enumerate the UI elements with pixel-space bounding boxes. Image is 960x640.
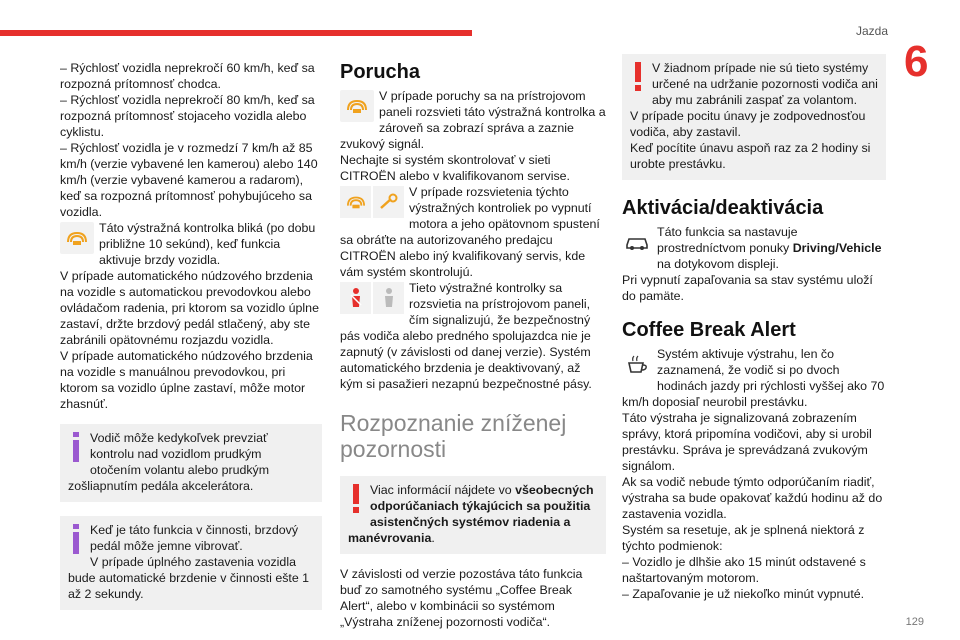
warn-fatigue-b: V prípade pocitu únavy je zodpovednosťou vodiča, aby zastavil. bbox=[630, 109, 866, 139]
heading-coffee-break-alert: Coffee Break Alert bbox=[622, 319, 796, 341]
info-note-1 bbox=[60, 424, 322, 502]
fault-text-1a: V prípade poruchy sa na prístrojovom paneli rozsvieti táto výstražná kontrolka a zároveň sa zobrazí správa a zaznie zvukový signál. bbox=[340, 89, 606, 151]
info-note-2a-text: Keď je táto funkcia v činnosti, brzdový pedál môže jemne vibrovať. bbox=[90, 523, 299, 553]
page-number: 129 bbox=[905, 616, 924, 628]
activation-text-2: na dotykovom displeji. bbox=[657, 257, 779, 271]
fault-text-2: V prípade rozsvietenia týchto výstražných kontroliek po vypnutí motora a jeho opätovnom spustení sa obráťte na autorizovaného predajcu CITROËN alebo iný kvalifikovaný servis, kde vám systém skontrolujú. bbox=[340, 185, 600, 279]
fault-paragraph-3 bbox=[340, 280, 606, 392]
manual-gearbox-text: V prípade automatického núdzového brzdenia na vozidle s manuálnou prevodovkou, pri ktorom sa vozidlo úplne zastaví, môže motor zhasnúť. bbox=[60, 349, 313, 411]
section-title: Jazda bbox=[855, 24, 888, 38]
heading-drowsiness-detection: Rozpoznanie zníženej pozornosti bbox=[340, 410, 567, 462]
seatbelt-driver-icon bbox=[340, 282, 371, 314]
activation-memory-text: Pri vypnutí zapaľovania sa stav systému uloží do pamäte. bbox=[622, 273, 873, 303]
coffee-text-5: – Vozidlo je dlhšie ako 15 minút odstavené s naštartovaným motorom. bbox=[622, 555, 866, 585]
speed-conditions-text: – Rýchlosť vozidla neprekročí 60 km/h, keď sa rozpozná prítomnosť chodca. – Rýchlosť vozidla neprekročí 80 km/h, keď sa rozpozná prítomnosť stojaceho vozidla alebo cyklistu. – Rýchlosť vozidla je v rozmedzí 7 km/h až 85 km/h (verzie vybavené len kamerou) alebo 140 km/h (verzie vybavené kamerou a radarom), keď sa rozpozná prítomnosť pohybujúceho sa vozidla. bbox=[60, 61, 318, 219]
info-icon bbox=[68, 430, 84, 464]
exclamation-icon bbox=[630, 60, 646, 94]
column-1 bbox=[60, 60, 322, 610]
seatbelt-icons-pair bbox=[340, 282, 404, 314]
collision-warning-icon bbox=[340, 186, 371, 218]
coffee-text-6: – Zapaľovanie je už niekoľko minút vypnuté. bbox=[622, 587, 865, 601]
activation-paragraph bbox=[622, 224, 886, 272]
fault-text-1b: Nechajte si systém skontrolovať v sieti CITROËN alebo v kvalifikovanom servise. bbox=[340, 153, 570, 183]
warn-fatigue-c: Keď pocítite únavu aspoň raz za 2 hodiny si urobte prestávku. bbox=[630, 141, 871, 171]
activation-text-1: Táto funkcia sa nastavuje prostredníctvom ponuky bbox=[657, 225, 798, 255]
warn-bold-link: všeobecných odporúčaniach týkajúcich sa použitia asistenčných systémov riadenia a manévrovania bbox=[348, 483, 594, 545]
warn-text-2: . bbox=[431, 531, 435, 545]
column-3 bbox=[622, 60, 886, 602]
warning-light-text: Táto výstražná kontrolka bliká (po dobu približne 10 sekúnd), keď funkcia aktivuje brzdy vozidla. bbox=[99, 221, 316, 267]
coffee-cup-icon bbox=[622, 348, 652, 380]
fault-paragraph-1 bbox=[340, 88, 606, 184]
auto-gearbox-text: V prípade automatického núdzového brzdenia na vozidle s automatickou prevodovkou alebo ovládačom radenia, pri ktorom sa vozidlo úplne zastaví, držte brzdový pedál stlačený, aby ste zabránili opätovnému rozjazdu vozidla. bbox=[60, 269, 319, 347]
exclamation-icon bbox=[348, 482, 364, 516]
fault-paragraph-2 bbox=[340, 184, 606, 280]
info-note-1-text: Vodič môže kedykoľvek prevziať kontrolu nad vozidlom prudkým otočením volantu alebo prudkým zošliapnutím pedála akcelerátora. bbox=[68, 431, 270, 493]
heading-activation: Aktivácia/deaktivácia bbox=[622, 197, 824, 219]
warn-text-1: Viac informácií nájdete vo bbox=[370, 483, 516, 497]
warn-fatigue-a: V žiadnom prípade nie sú tieto systémy určené na udržanie pozornosti vodiča ani aby mu zabránili zaspať za volantom. bbox=[652, 61, 878, 107]
header-accent-bar bbox=[0, 30, 472, 36]
seatbelt-passenger-icon bbox=[373, 282, 404, 314]
car-settings-icon bbox=[622, 226, 652, 258]
wrench-service-icon bbox=[373, 186, 404, 218]
heading-fault: Porucha bbox=[340, 61, 421, 83]
info-note-2 bbox=[60, 516, 322, 610]
menu-path-driving-vehicle: Driving/Vehicle bbox=[792, 241, 882, 255]
chapter-number: 6 bbox=[904, 37, 929, 86]
info-icon bbox=[68, 522, 84, 556]
coffee-text-1: Systém aktivuje výstrahu, len čo zaznamená, že vodič si po dvoch hodinách jazdy pri rýchlosti vyššej ako 70 km/h doposiaľ neurobil prestávku. bbox=[622, 347, 885, 409]
fault-text-3: Tieto výstražné kontrolky sa rozsvietia na prístrojovom paneli, čím signalizujú, že bezpečnostný pás vodiča alebo predného spolujazdca nie je zapnutý (v závislosti od danej verzie). Systém automatického brzdenia je deaktivovaný, až kým si pasažieri nezapnú bezpečnostné pásy. bbox=[340, 281, 592, 391]
info-note-2b-text: V prípade úplného zastavenia vozidla bude automatické brzdenie v činnosti ešte 1 až 2 sekundy. bbox=[68, 555, 310, 601]
drowsy-version-text: V závislosti od verzie pozostáva táto funkcia buď zo samotného systému „Coffee Break Alert“, alebo v kombinácii so systémom „Výstraha zníženej pozornosti vodiča“. bbox=[340, 567, 583, 629]
coffee-text-3: Ak sa vodič nebude týmto odporúčaním riadiť, výstraha sa bude opakovať každú hodinu až do zastavenia vozidla. bbox=[622, 475, 883, 521]
fault-icons-pair bbox=[340, 186, 404, 218]
collision-warning-icon bbox=[60, 222, 94, 254]
warning-light-paragraph bbox=[60, 220, 322, 268]
warning-note-fatigue bbox=[622, 54, 886, 180]
column-2 bbox=[340, 60, 606, 630]
coffee-text-2: Táto výstraha je signalizovaná zobrazením správy, ktorá pripomína vodičovi, aby si urobil prestávku. Správa je sprevádzaná zvukovým signálom. bbox=[622, 411, 872, 473]
warning-note-recommendations bbox=[340, 476, 606, 554]
collision-warning-icon bbox=[340, 90, 374, 122]
coffee-paragraph bbox=[622, 346, 886, 410]
coffee-text-4: Systém sa resetuje, ak je splnená niektorá z týchto podmienok: bbox=[622, 523, 865, 553]
